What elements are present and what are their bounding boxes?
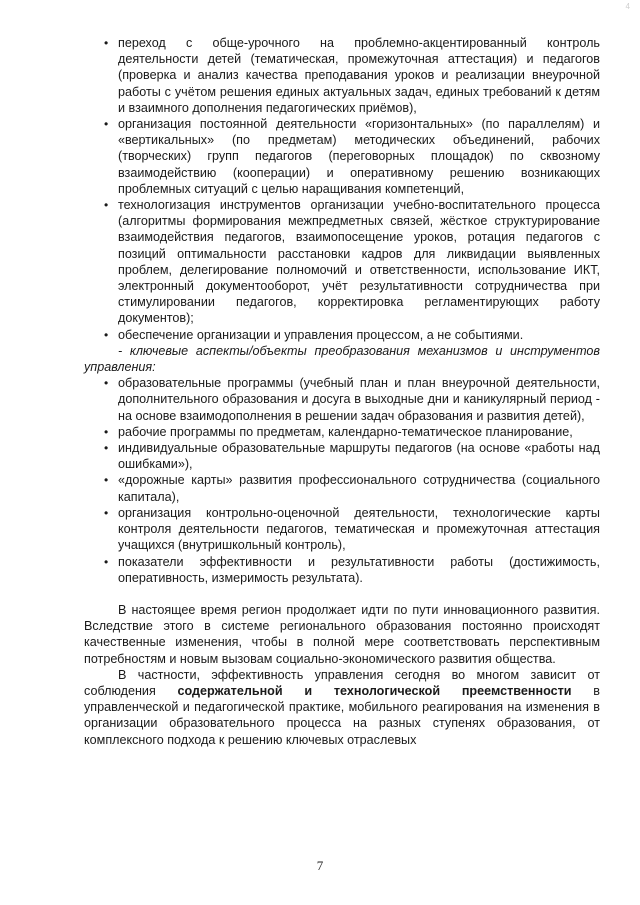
bullet-icon: •	[104, 327, 109, 342]
bullet-icon: •	[104, 198, 109, 213]
bullet-icon: •	[104, 473, 109, 488]
bullet-icon: •	[104, 376, 109, 391]
list-item-text: обеспечение организации и управления процессом, а не событиями.	[118, 327, 524, 342]
list-item-text: организация постоянной деятельности «горизонтальных» (по параллелям) и «вертикальных» (по предметам) методических объединений, рабочих (творческих) групп педагогов (переговорных площадок) по сквозному взаимодействию (кооперации) и оперативному решению возникающих проблемных ситуаций с целью наращивания компетенций,	[118, 117, 600, 196]
list-item	[84, 440, 600, 472]
list-item-text: индивидуальные образовательные маршруты педагогов (на основе «работы над ошибками»),	[118, 441, 600, 472]
list-item-text: показатели эффективности и результативности работы (достижимость, оперативность, измеримость результата).	[118, 554, 600, 585]
bullet-icon: •	[104, 505, 109, 520]
aspects-heading	[84, 343, 600, 375]
page-content	[84, 35, 600, 748]
list-item	[84, 116, 600, 197]
list-item	[84, 472, 600, 504]
list-item	[84, 197, 600, 327]
list-item-text: переход с обще-урочного на проблемно-акцентированный контроль деятельности детей (тематическая, промежуточная аттестация) и педагогов (проверка и анализ качества преподавания уроков и реализации внеурочной работы с учётом решения единых актуальных задач, единых требований к детям и взаимного дополнения педагогических приёмов),	[118, 36, 600, 115]
paragraph-text-before: В частности, эффективность управления сегодня во многом зависит от соблюдения	[84, 667, 600, 698]
list-item	[84, 424, 600, 440]
list-item	[84, 554, 600, 586]
list-item-text: технологизация инструментов организации учебно-воспитательного процесса (алгоритмы формирования межпредметных связей, жёсткое структурирование взаимодействия педагогов, взаимопосещение уроков, ротация педагогов с позиций оптимальности расстановки кадров для ликвидации выявленных проблем, делегирование полномочий и ответственности, использование ИКТ, электронный документооборот, учёт результативности сотрудничества при стимулировании педагогов, корректировка регламентирующих работу документов);	[118, 198, 600, 326]
aspects-heading-text: - ключевые аспекты/объекты преобразования механизмов и инструментов управления:	[84, 343, 600, 375]
list-item	[84, 35, 600, 116]
paragraph-spacer	[84, 586, 600, 602]
list-item	[84, 505, 600, 554]
bullet-icon: •	[104, 424, 109, 439]
paragraph-management-efficiency	[84, 667, 600, 748]
page-number: 7	[316, 858, 324, 873]
bullet-icon: •	[104, 36, 109, 50]
bullet-list-mechanisms	[84, 35, 600, 343]
paragraph-bold-emphasis: содержательной и технологической преемственности	[177, 683, 572, 698]
paragraph-region-development: В настоящее время регион продолжает идти по пути инновационного развития. Вследствие этого в системе регионального образования постоянно происходят качественные изменения, чтобы в полной мере соответствовать перспективным потребностям и новым вызовам социально-экономического развития общества.	[84, 602, 600, 666]
list-item	[84, 375, 600, 424]
bullet-icon: •	[104, 117, 109, 132]
list-item	[84, 327, 600, 343]
list-item-text: рабочие программы по предметам, календарно-тематическое планирование,	[118, 424, 573, 439]
bullet-icon: •	[104, 441, 109, 456]
paragraph-text-after: в управленческой и педагогической практике, мобильного реагирования на изменения в организации образовательного процесса на разных ступенях образования, от комплексного подхода к решению ключевых отраслевых	[84, 683, 600, 747]
corner-mark: 4	[625, 2, 630, 11]
list-item-text: образовательные программы (учебный план и план внеурочной деятельности, дополнительного образования и досуга в выходные дни и каникулярный период - на основе взаимодополнения в решении задач образования и развития детей),	[118, 376, 600, 423]
list-item-text: организация контрольно-оценочной деятельности, технологические карты контроля деятельности педагогов, тематическая и промежуточная аттестация учащихся (внутришкольный контроль),	[118, 505, 600, 553]
list-item-text: «дорожные карты» развития профессионального сотрудничества (социального капитала),	[118, 473, 600, 504]
bullet-list-aspects	[84, 375, 600, 586]
bullet-icon: •	[104, 554, 109, 569]
